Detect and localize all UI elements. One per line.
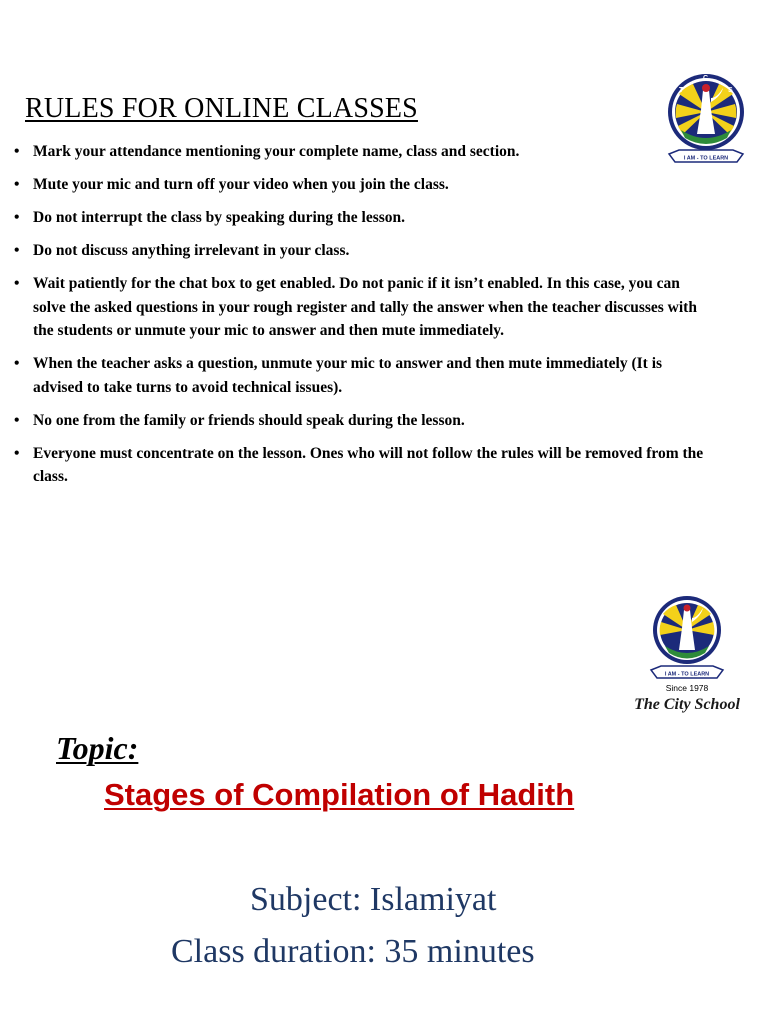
school-logo-icon — [645, 592, 729, 692]
subject-line: Subject: Islamiyat — [250, 881, 497, 918]
logo-motto: I AM - TO LEARN — [664, 671, 710, 678]
rule-item — [14, 206, 704, 230]
rule-text: Do not discuss anything irrelevant in your class. — [33, 242, 350, 259]
bullet-icon: • — [14, 355, 20, 372]
rule-text: Mute your mic and turn off your video when you join the class. — [33, 176, 449, 193]
rule-text: Wait patiently for the chat box to get enabled. Do not panic if it isn’t enabled. In this case, you can solve the asked questions in your rough register and tally the answer when the teacher discusses with the students or unmute your mic to answer and then mute immediately. — [33, 275, 697, 339]
bullet-icon: • — [14, 444, 20, 462]
rule-text: Everyone must concentrate on the lesson. Ones who will not follow the rules will be removed from the class. — [33, 444, 704, 485]
crest-flame — [702, 84, 710, 92]
school-crest-icon — [665, 70, 747, 176]
rule-item — [14, 239, 704, 263]
rule-item — [14, 272, 704, 343]
bullet-icon: • — [14, 275, 20, 292]
duration-line: Class duration: 35 minutes — [171, 933, 535, 970]
logo-flame — [684, 605, 691, 612]
rule-text: Do not interrupt the class by speaking during the lesson. — [33, 209, 406, 226]
rule-item — [14, 140, 704, 164]
crest-letter: T — [679, 87, 684, 94]
rule-text: Mark your attendance mentioning your complete name, class and section. — [33, 143, 520, 160]
rules-title: RULES FOR ONLINE CLASSES — [25, 93, 418, 124]
crest-letter: S — [728, 87, 733, 94]
crest-letter: C — [703, 75, 709, 82]
since-text: Since 1978 — [665, 683, 709, 693]
school-name: The City School — [634, 696, 740, 713]
rule-text: No one from the family or friends should speak during the lesson. — [33, 411, 465, 429]
rule-item — [14, 409, 704, 433]
bullet-icon: • — [14, 209, 20, 226]
rule-item — [14, 442, 704, 489]
crest-motto: I AM - TO LEARN — [683, 155, 729, 162]
rules-list — [14, 140, 704, 498]
bullet-icon: • — [14, 411, 20, 429]
rule-item — [14, 173, 704, 197]
bullet-icon: • — [14, 143, 20, 160]
bullet-icon: • — [14, 242, 20, 259]
rule-text: When the teacher asks a question, unmute your mic to answer and then mute immediately (It is advised to take turns to avoid technical issues). — [33, 355, 663, 396]
topic-title: Stages of Compilation of Hadith — [104, 777, 575, 812]
bullet-icon: • — [14, 176, 20, 193]
rule-item — [14, 352, 704, 399]
topic-label: Topic: — [56, 730, 139, 766]
